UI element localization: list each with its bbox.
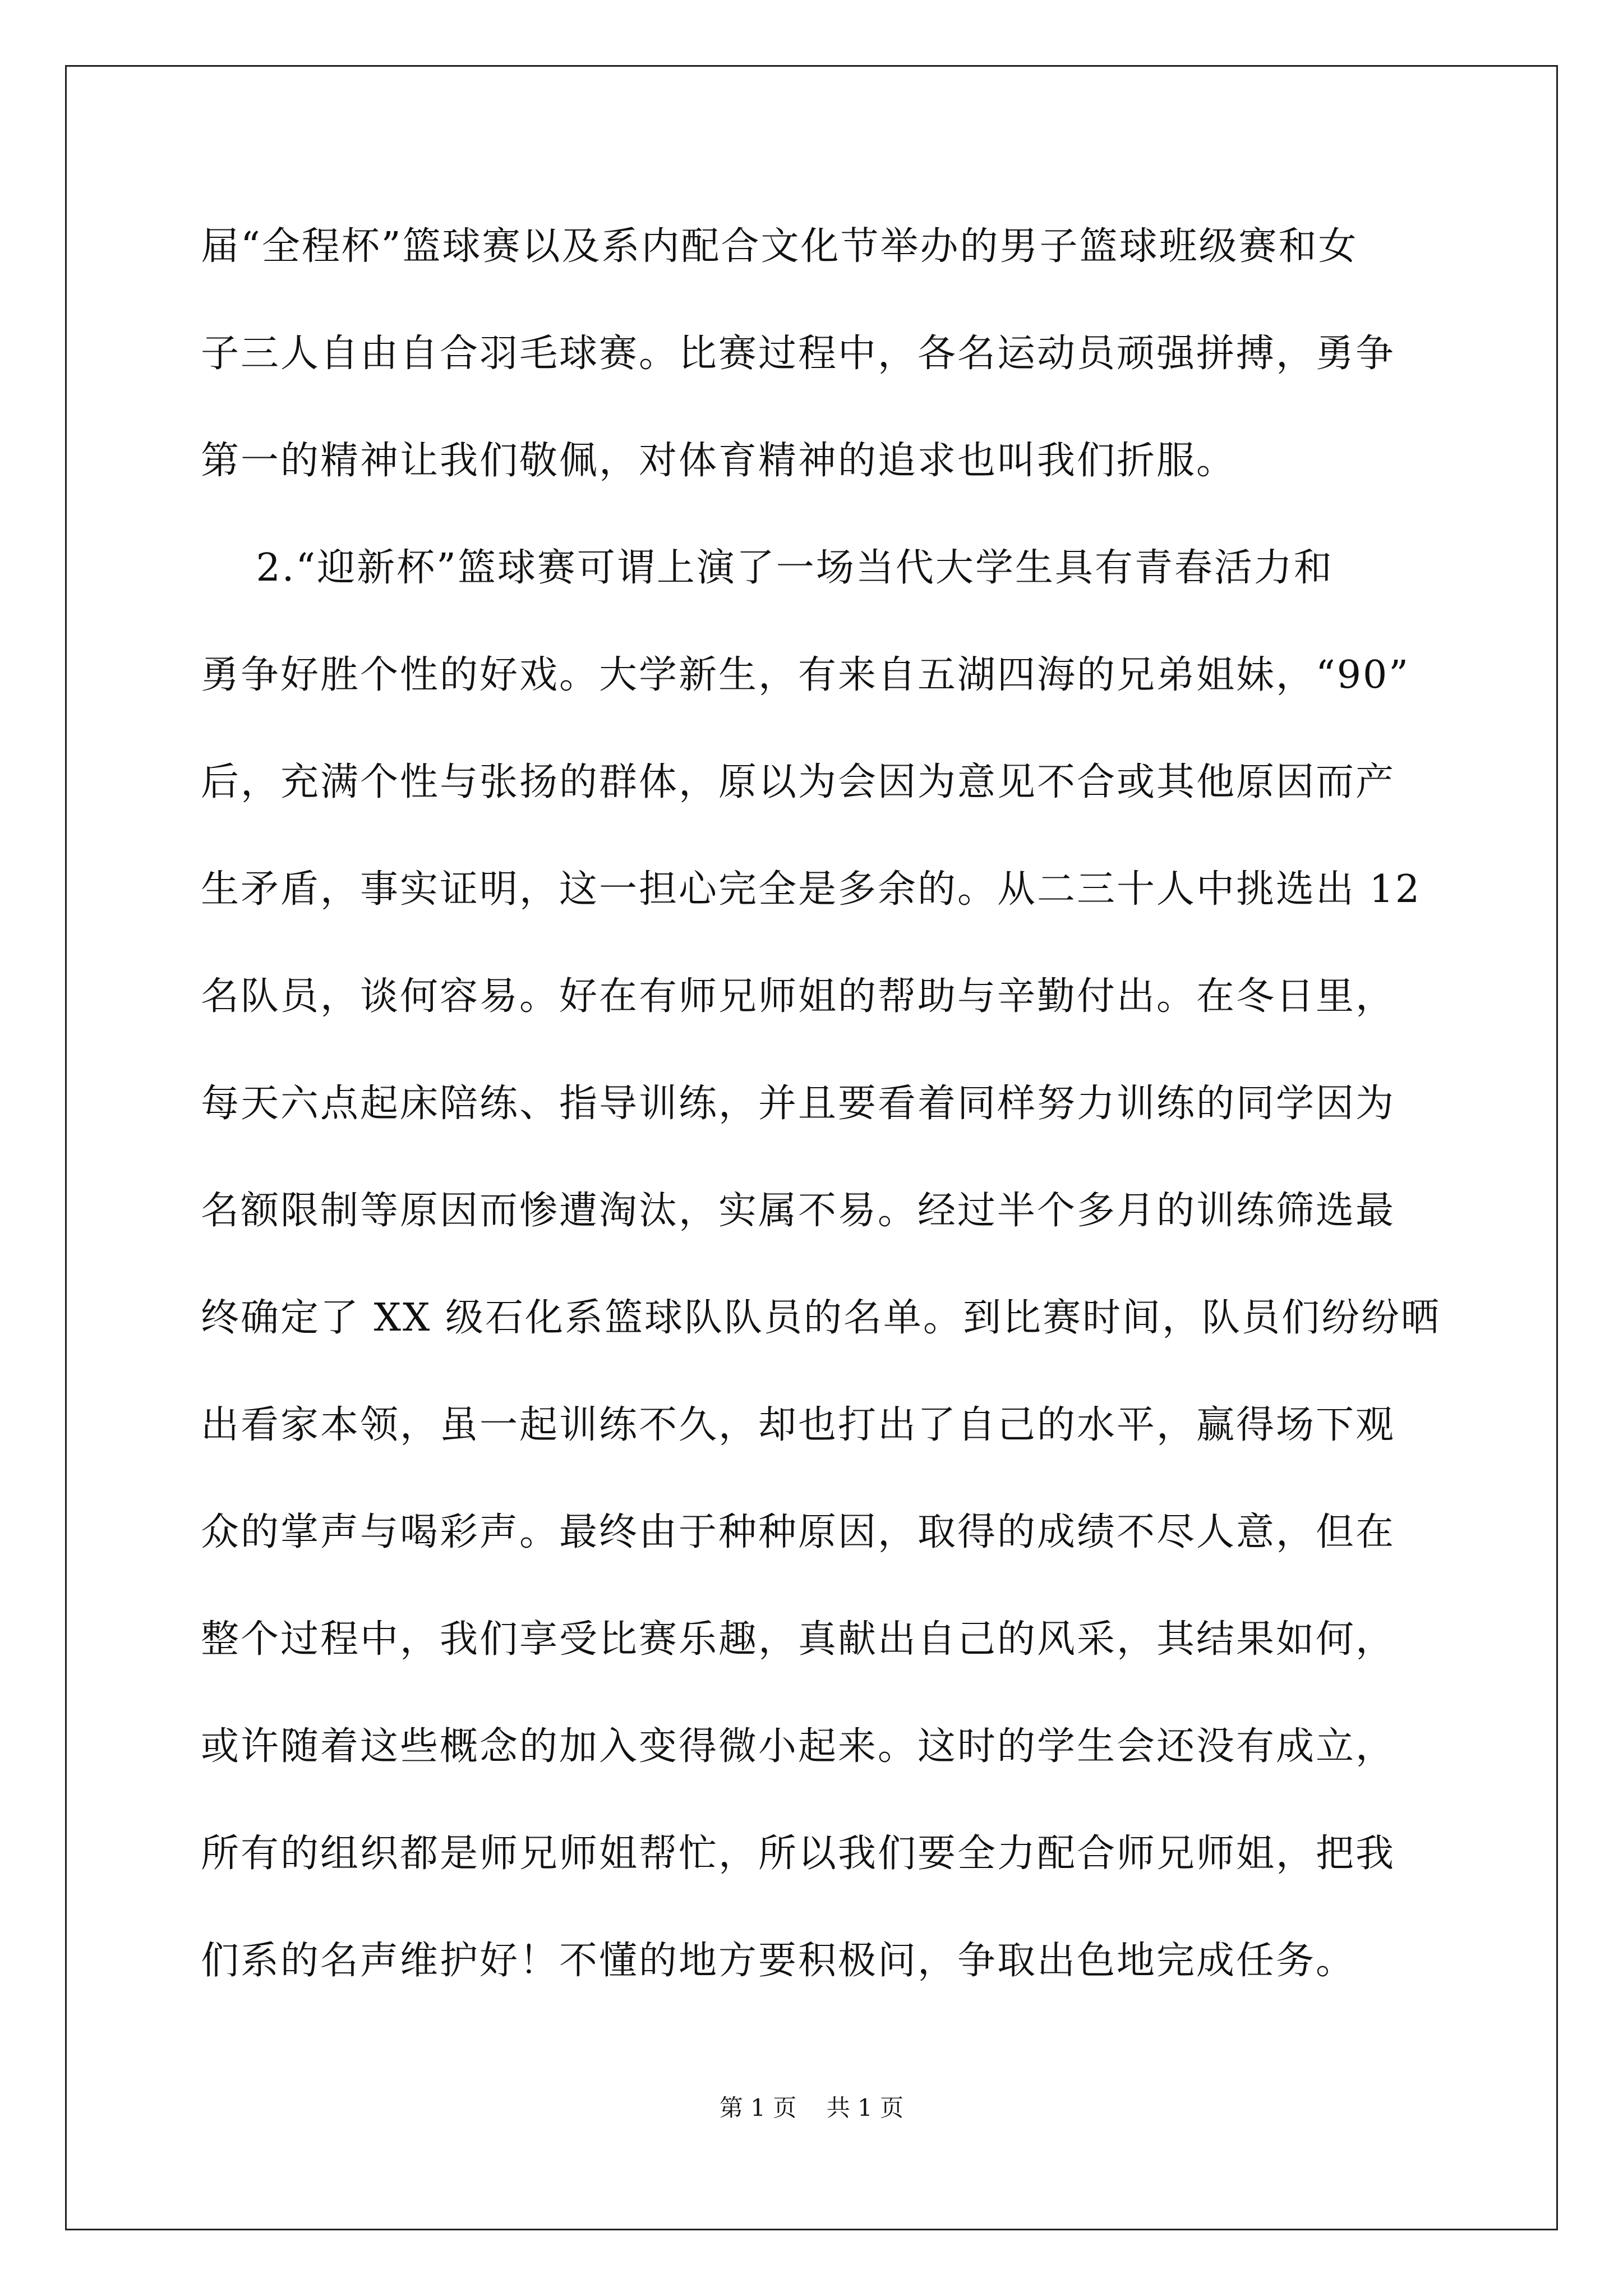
page-number-footer: 第 1 页 共 1 页 (719, 2094, 904, 2122)
body-text-line: 勇争好胜个性的好戏。大学新生，有来自五湖四海的兄弟姐妹，“90” (201, 653, 1410, 697)
body-text-line: 终确定了 XX 级石化系篮球队队员的名单。到比赛时间，队员们纷纷晒 (201, 1296, 1441, 1340)
body-text-line: 出看家本领，虽一起训练不久，却也打出了自己的水平，赢得场下观 (201, 1403, 1396, 1447)
body-text-line: 或许随着这些概念的加入变得微小起来。这时的学生会还没有成立， (201, 1724, 1396, 1769)
body-text-line: 后，充满个性与张扬的群体，原以为会因为意见不合或其他原因而产 (201, 760, 1396, 804)
body-text-line: 第一的精神让我们敬佩，对体育精神的追求也叫我们折服。 (201, 439, 1237, 483)
body-text-line: 子三人自由自合羽毛球赛。比赛过程中，各名运动员顽强拼搏，勇争 (201, 332, 1396, 376)
body-text-line: 整个过程中，我们享受比赛乐趣，真献出自己的风采，其结果如何， (201, 1617, 1396, 1662)
page-border (65, 65, 1558, 2230)
body-text-line: 生矛盾，事实证明，这一担心完全是多余的。从二三十人中挑选出 12 (201, 867, 1422, 912)
body-text-line: 名额限制等原因而惨遭淘汰，实属不易。经过半个多月的训练筛选最 (201, 1189, 1396, 1233)
body-text-line: 们系的名声维护好！不懂的地方要积极问，争取出色地完成任务。 (201, 1939, 1356, 1983)
body-text-line: 众的掌声与喝彩声。最终由于种种原因，取得的成绩不尽人意，但在 (201, 1510, 1396, 1554)
body-text-line: 届“全程杯”篮球赛以及系内配合文化节举办的男子篮球班级赛和女 (201, 224, 1358, 269)
body-text-line: 每天六点起床陪练、指导训练，并且要看着同样努力训练的同学因为 (201, 1082, 1396, 1126)
body-text-line: 名队员，谈何容易。好在有师兄师姐的帮助与辛勤付出。在冬日里， (201, 974, 1396, 1019)
body-text-line: 所有的组织都是师兄师姐帮忙，所以我们要全力配合师兄师姐，把我 (201, 1832, 1396, 1876)
body-text-line: 2.“迎新杯”篮球赛可谓上演了一场当代大学生具有青春活力和 (201, 546, 1334, 590)
